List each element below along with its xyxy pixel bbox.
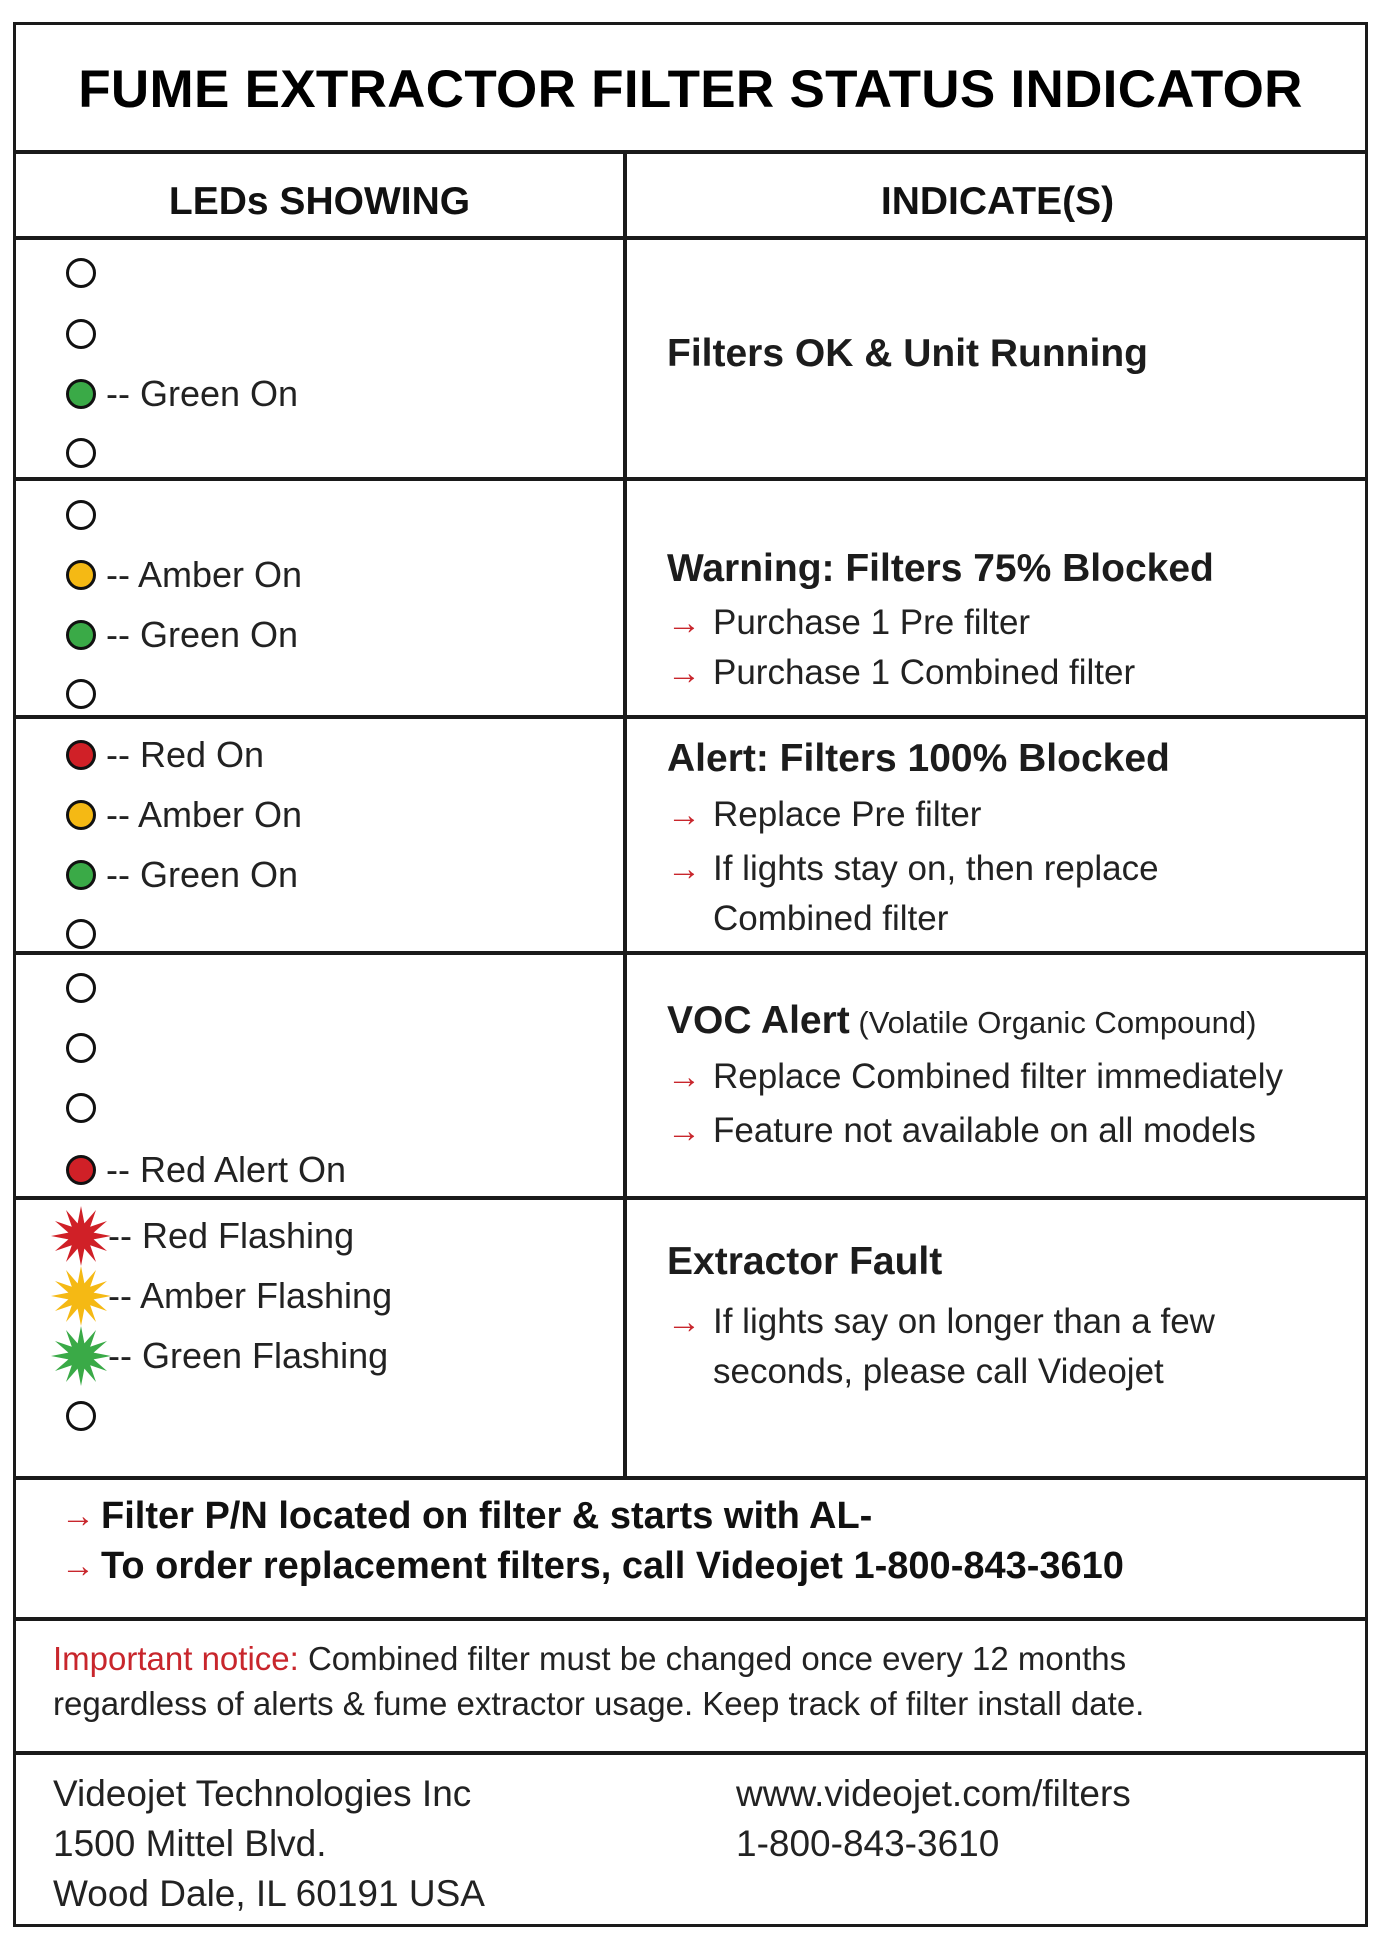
- order-text: To order replacement filters, call Videojet 1-800-843-3610: [101, 1545, 1124, 1587]
- led-off-icon: [66, 500, 96, 530]
- led-label: -- Amber Flashing: [108, 1275, 393, 1316]
- instruction-line: [667, 1352, 1164, 1392]
- instruction-text: Replace Combined filter immediately: [713, 1057, 1283, 1096]
- company-website[interactable]: www.videojet.com/filters: [736, 1773, 1131, 1814]
- led-label: -- Green On: [106, 854, 299, 895]
- instruction-text: Replace Pre filter: [713, 795, 982, 834]
- company-street: 1500 Mittel Blvd.: [53, 1823, 327, 1864]
- red-led-icon: [66, 1155, 96, 1185]
- instruction-line: [667, 795, 981, 835]
- notice-text-line1: Combined filter must be changed once every 12 months: [298, 1640, 1127, 1677]
- indication-title-text: Filters OK & Unit Running: [667, 332, 1148, 375]
- indication-title: [667, 547, 1214, 591]
- column-divider: [623, 154, 627, 1480]
- led-off-icon: [66, 1033, 96, 1063]
- indication-column: [667, 1200, 1357, 1476]
- led-label: -- Green On: [106, 373, 299, 414]
- led-upper-middle: [66, 1274, 392, 1318]
- amber-flashing-led-icon: [50, 1265, 112, 1327]
- arrow-right-icon: →: [667, 1111, 701, 1150]
- instruction-line: [667, 899, 948, 939]
- instruction-line: [667, 849, 1159, 889]
- indication-column: [667, 719, 1357, 951]
- led-top: [66, 966, 96, 1010]
- indication-column: [667, 240, 1357, 477]
- led-column: [16, 719, 623, 951]
- amber-led-icon: [66, 560, 96, 590]
- company-phone[interactable]: 1-800-843-3610: [736, 1823, 1000, 1864]
- instruction-text: If lights stay on, then replace: [713, 849, 1159, 888]
- part-number-text: Filter P/N located on filter & starts with AL-: [101, 1495, 873, 1537]
- green-flashing-led-icon: [50, 1325, 112, 1387]
- led-top: [66, 733, 264, 777]
- led-upper-middle: [66, 793, 302, 837]
- status-indicator-card: [13, 22, 1368, 1927]
- led-lower-middle: [66, 1086, 96, 1130]
- indication-title-text: Extractor Fault: [667, 1240, 943, 1283]
- instruction-line: [667, 653, 1135, 693]
- indication-title-text: Warning: Filters 75% Blocked: [667, 547, 1214, 590]
- divider: [16, 1751, 1365, 1755]
- notice-text-line2: regardless of alerts & fume extractor usage. Keep track of filter install date.: [53, 1685, 1145, 1722]
- indication-title-text: Alert: Filters 100% Blocked: [667, 737, 1170, 780]
- instruction-line: [667, 1302, 1215, 1342]
- status-row: [16, 1200, 1365, 1476]
- led-top: [66, 1214, 354, 1258]
- led-label: -- Red Flashing: [108, 1215, 355, 1256]
- instruction-line: [667, 1111, 1256, 1151]
- indication-column: [667, 955, 1357, 1196]
- led-lower-middle: [66, 1334, 388, 1378]
- notice-label: Important notice:: [53, 1640, 299, 1677]
- indication-column: [667, 481, 1357, 715]
- led-bottom: [66, 1148, 346, 1192]
- divider: [16, 1476, 1365, 1480]
- led-label: -- Red On: [106, 734, 265, 775]
- instruction-text: seconds, please call Videojet: [713, 1352, 1164, 1391]
- led-off-icon: [66, 438, 96, 468]
- led-off-icon: [66, 1401, 96, 1431]
- arrow-right-icon: →: [667, 603, 701, 642]
- amber-led-icon: [66, 800, 96, 830]
- instruction-text: Combined filter: [713, 899, 949, 938]
- led-column: [16, 955, 623, 1196]
- led-off-icon: [66, 319, 96, 349]
- led-top: [66, 493, 96, 537]
- red-flashing-led-icon: [50, 1205, 112, 1267]
- indication-title: [667, 332, 1148, 376]
- indication-title: [667, 1240, 942, 1284]
- led-upper-middle: [66, 553, 302, 597]
- instruction-line: [667, 603, 1030, 643]
- red-led-icon: [66, 740, 96, 770]
- status-row: [16, 719, 1365, 951]
- arrow-right-icon: →: [667, 849, 701, 888]
- instruction-line: [667, 1057, 1283, 1097]
- instruction-text: Feature not available on all models: [713, 1111, 1256, 1150]
- company-name: Videojet Technologies Inc: [53, 1773, 472, 1814]
- led-label: -- Amber On: [106, 794, 303, 835]
- column-header-leds: LEDs SHOWING: [168, 180, 471, 223]
- part-number-info: [61, 1495, 872, 1538]
- status-row: [16, 955, 1365, 1196]
- page-title: FUME EXTRACTOR FILTER STATUS INDICATOR: [78, 59, 1303, 119]
- indication-title-text: VOC Alert: [667, 999, 850, 1042]
- indication-subtitle: (Volatile Organic Compound): [849, 1005, 1257, 1040]
- order-info: [61, 1545, 1124, 1588]
- green-led-icon: [66, 860, 96, 890]
- led-lower-middle: [66, 613, 298, 657]
- arrow-right-icon: →: [61, 1547, 95, 1585]
- led-lower-middle: [66, 853, 298, 897]
- led-off-icon: [66, 679, 96, 709]
- led-lower-middle: [66, 372, 298, 416]
- led-bottom: [66, 1394, 96, 1438]
- led-upper-middle: [66, 1026, 96, 1070]
- led-top: [66, 251, 96, 295]
- led-column: [16, 240, 623, 477]
- led-label: -- Red Alert On: [106, 1149, 347, 1190]
- led-off-icon: [66, 973, 96, 1003]
- arrow-right-icon: →: [667, 653, 701, 692]
- instruction-text: Purchase 1 Pre filter: [713, 603, 1031, 642]
- arrow-right-icon: →: [667, 1057, 701, 1096]
- instruction-text: If lights say on longer than a few: [713, 1302, 1215, 1341]
- led-upper-middle: [66, 312, 96, 356]
- important-notice: [53, 1640, 1126, 1678]
- status-row: [16, 240, 1365, 477]
- indication-title: [667, 999, 1256, 1043]
- led-label: -- Amber On: [106, 554, 303, 595]
- led-bottom: [66, 672, 96, 716]
- divider: [16, 1617, 1365, 1621]
- led-off-icon: [66, 919, 96, 949]
- led-off-icon: [66, 258, 96, 288]
- arrow-right-icon: →: [61, 1497, 95, 1535]
- column-header-indicates: INDICATE(S): [880, 180, 1115, 223]
- led-bottom: [66, 912, 96, 956]
- arrow-right-icon: →: [667, 795, 701, 834]
- led-label: -- Green Flashing: [108, 1335, 389, 1376]
- indication-title: [667, 737, 1170, 781]
- divider: [16, 150, 1365, 154]
- status-row: [16, 481, 1365, 715]
- led-label: -- Green On: [106, 614, 299, 655]
- led-off-icon: [66, 1093, 96, 1123]
- led-column: [16, 481, 623, 715]
- led-column: [16, 1200, 623, 1476]
- instruction-text: Purchase 1 Combined filter: [713, 653, 1136, 692]
- led-bottom: [66, 431, 96, 475]
- green-led-icon: [66, 379, 96, 409]
- green-led-icon: [66, 620, 96, 650]
- company-city: Wood Dale, IL 60191 USA: [53, 1873, 485, 1914]
- arrow-right-icon: →: [667, 1302, 701, 1341]
